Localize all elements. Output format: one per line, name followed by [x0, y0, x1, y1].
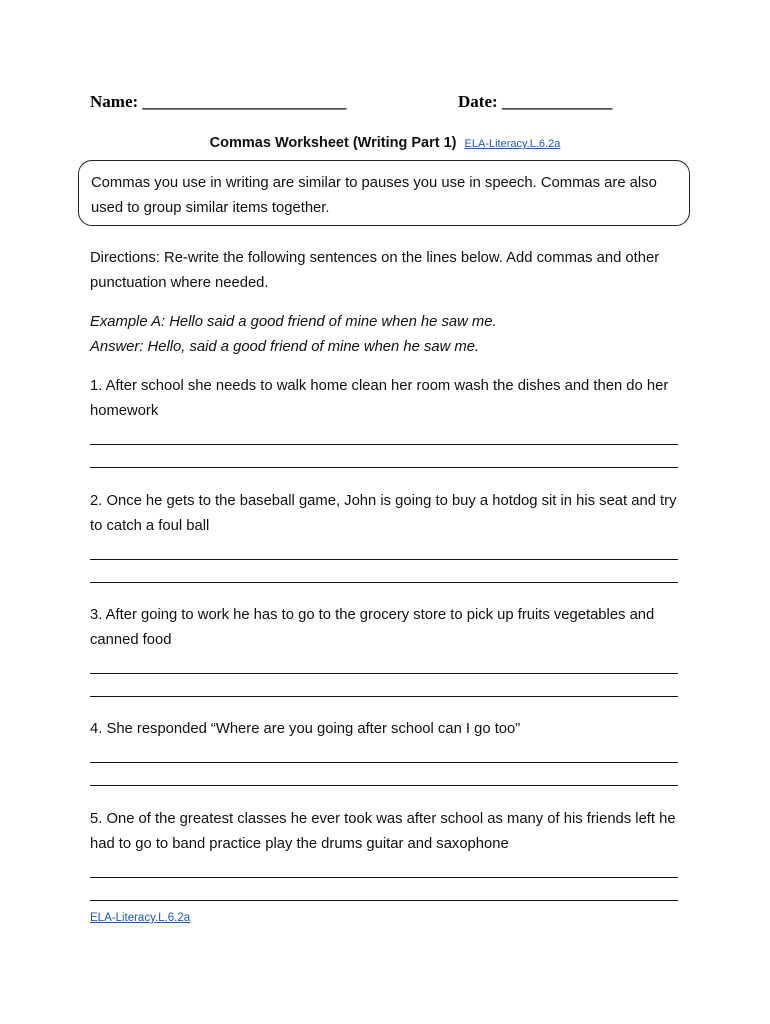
answer-line[interactable] [90, 467, 678, 468]
question-text: 5. One of the greatest classes he ever took was after school as many of his friends left he had to go to band practice play the drums guitar and saxophone [90, 811, 676, 852]
answer-line[interactable] [90, 762, 678, 763]
answer-line[interactable] [90, 877, 678, 878]
question-2 [90, 489, 690, 583]
example-prompt: Example A: Hello said a good friend of mine when he saw me. [90, 314, 497, 330]
header-row [90, 92, 650, 116]
question-5 [90, 807, 690, 901]
worksheet-title-line [0, 135, 770, 151]
answer-line[interactable] [90, 582, 678, 583]
question-3 [90, 603, 690, 697]
example-block [90, 310, 690, 360]
question-1 [90, 374, 690, 468]
worksheet-title: Commas Worksheet (Writing Part 1) [209, 135, 457, 151]
answer-line[interactable] [90, 673, 678, 674]
footer-standard-link[interactable]: ELA-Literacy.L.6.2a [90, 912, 191, 924]
question-text: 4. She responded “Where are you going after school can I go too” [90, 721, 521, 737]
answer-line[interactable] [90, 900, 678, 901]
question-text: 2. Once he gets to the baseball game, John is going to buy a hotdog sit in his seat and try to catch a foul ball [90, 493, 677, 534]
intro-box: Commas you use in writing are similar to pauses you use in speech. Commas are also used to group similar items together. [78, 160, 690, 226]
standard-link[interactable]: ELA-Literacy.L.6.2a [464, 138, 561, 150]
question-text: 3. After going to work he has to go to the grocery store to pick up fruits vegetables and canned food [90, 607, 655, 648]
answer-line[interactable] [90, 785, 678, 786]
question-4 [90, 717, 690, 786]
example-answer: Answer: Hello, said a good friend of mine when he saw me. [90, 339, 480, 355]
question-text: 1. After school she needs to walk home clean her room wash the dishes and then do her homework [90, 378, 669, 419]
date-field-label: Date: _____________ [458, 92, 613, 111]
answer-line[interactable] [90, 444, 678, 445]
answer-line[interactable] [90, 559, 678, 560]
answer-line[interactable] [90, 696, 678, 697]
directions-text: Directions: Re-write the following sentences on the lines below. Add commas and other punctuation where needed. [90, 250, 660, 291]
name-field-label: Name: ________________________ [90, 92, 347, 111]
